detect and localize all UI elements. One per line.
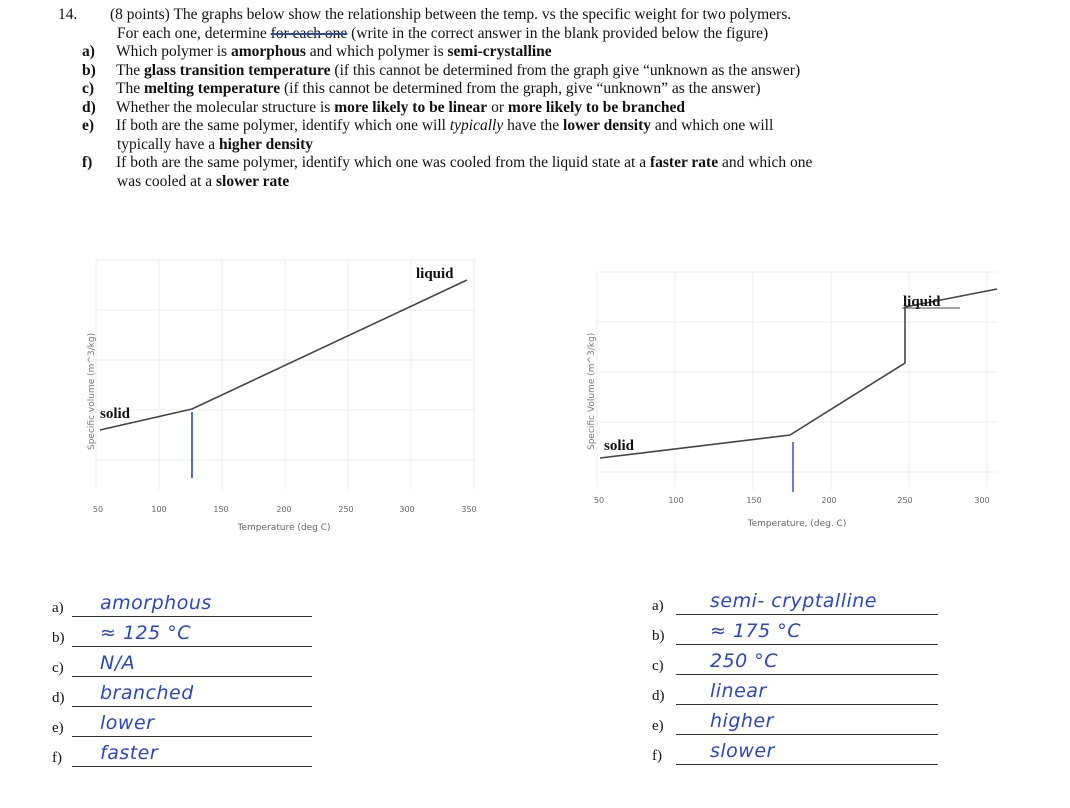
item-label: e) [82, 117, 95, 134]
tick-label: 300 [974, 496, 990, 505]
item-text: If both are the same polymer, identify which one was cooled from the liquid state at a [116, 154, 650, 171]
answer-label: e) [652, 718, 664, 734]
answer-blank[interactable] [676, 674, 938, 675]
answer-blank[interactable] [676, 704, 938, 705]
answer-blank[interactable] [72, 736, 312, 737]
tick-label: 150 [746, 496, 762, 505]
answer-blank[interactable] [676, 614, 938, 615]
tick-label: 150 [213, 505, 229, 514]
item-text: The [116, 80, 144, 97]
x-axis-label: Temperature, (deg. C) [747, 519, 847, 529]
item-label: c) [82, 80, 95, 97]
label-solid: solid [604, 438, 635, 454]
handwritten-answer: semi- cryptalline [710, 590, 877, 612]
tick-label: 350 [461, 505, 477, 514]
label-solid: solid [100, 406, 131, 422]
handwritten-answer: ≈ 125 °C [100, 622, 192, 644]
answer-label: a) [52, 600, 64, 616]
item-text: Whether the molecular structure is [116, 98, 335, 116]
handwritten-answer: N/A [100, 652, 136, 674]
question-item [58, 173, 1058, 192]
answer-label: a) [652, 598, 664, 614]
question-block [58, 6, 1058, 191]
question-item [58, 80, 1058, 99]
answer-label: c) [52, 660, 64, 676]
question-item [58, 62, 1058, 81]
item-text: more likely to be branched [507, 98, 685, 116]
question-line-2b: (write in the correct answer in the blank provided below the figure) [347, 24, 769, 42]
tick-label: 100 [668, 496, 684, 505]
question-intro: (8 points) The graphs below show the relationship between the temp. vs the specific weight for two polymers. [110, 6, 792, 23]
item-text: melting temperature [143, 80, 281, 97]
handwritten-answer: slower [710, 740, 775, 762]
handwritten-answer: 250 °C [710, 650, 779, 672]
tick-label: 300 [399, 505, 415, 514]
answer-label: d) [52, 690, 65, 706]
question-items [58, 43, 1058, 191]
item-text: higher density [219, 135, 314, 153]
item-text: and which polymer is [305, 43, 448, 60]
handwritten-answer: faster [100, 742, 159, 764]
handwritten-answer: higher [710, 710, 774, 732]
answer-blank[interactable] [72, 646, 312, 647]
tick-label: 50 [92, 505, 104, 514]
x-axis-label: Temperature (deg C) [237, 523, 331, 533]
item-text: (if this cannot be determined from the graph give “unknown as the answer) [330, 61, 801, 79]
item-text: was cooled at a [117, 172, 216, 190]
question-line-1 [58, 6, 1058, 25]
handwritten-answer: lower [100, 712, 155, 734]
item-text: and which one will [651, 117, 774, 134]
question-item [58, 154, 1058, 173]
answer-label: d) [652, 688, 665, 704]
answer-label: b) [652, 628, 665, 644]
item-label: b) [82, 61, 96, 79]
question-line-2a: For each one, determine [117, 24, 271, 42]
item-text: have the [503, 117, 564, 134]
question-item [58, 117, 1058, 136]
tick-label: 50 [593, 496, 605, 505]
tick-label: 250 [338, 505, 354, 514]
question-item [58, 99, 1058, 118]
y-axis-label: Specific volume (m^3/kg) [87, 332, 97, 450]
answer-label: b) [52, 630, 65, 646]
item-text: glass transition temperature [143, 61, 331, 79]
y-axis-label: Specific Volume (m^3/kg) [587, 332, 597, 450]
question-item [58, 43, 1058, 62]
tick-label: 100 [151, 505, 167, 514]
answer-blank[interactable] [72, 766, 312, 767]
question-line-2 [58, 25, 1058, 44]
answer-label: e) [52, 720, 64, 736]
item-text: typically have a [117, 135, 219, 153]
item-text: more likely to be linear [334, 98, 488, 116]
answer-blank[interactable] [676, 734, 938, 735]
label-liquid: liquid [903, 294, 941, 310]
tick-label: 250 [897, 496, 913, 505]
item-label: a) [82, 43, 95, 60]
handwritten-answer: linear [710, 680, 767, 702]
answer-blank[interactable] [72, 676, 312, 677]
answer-blank[interactable] [72, 706, 312, 707]
item-text: or [487, 98, 508, 116]
item-text: Which polymer is [116, 43, 231, 60]
item-text: semi-crystalline [447, 43, 552, 60]
item-text: If both are the same polymer, identify which one will [116, 117, 450, 134]
graph-semicrystalline [572, 262, 1002, 552]
item-text: slower rate [216, 172, 290, 190]
item-text: The [116, 61, 144, 79]
handwritten-answer: amorphous [100, 592, 212, 614]
item-text: amorphous [230, 43, 306, 60]
tick-label: 200 [276, 505, 292, 514]
item-label: f) [82, 154, 93, 171]
answer-blank[interactable] [676, 644, 938, 645]
item-text: and which one [718, 154, 813, 171]
answer-blank[interactable] [72, 616, 312, 617]
label-liquid: liquid [416, 266, 454, 282]
tick-label: 200 [821, 496, 837, 505]
handwritten-answer: ≈ 175 °C [710, 620, 802, 642]
answer-blank[interactable] [676, 764, 938, 765]
item-label: d) [82, 98, 96, 116]
answer-label: f) [652, 748, 662, 764]
item-text: lower density [563, 117, 652, 134]
handwritten-answer: branched [100, 682, 194, 704]
graph-amorphous [66, 250, 491, 550]
answer-label: f) [52, 750, 62, 766]
item-text: typically [449, 117, 504, 134]
answer-label: c) [652, 658, 664, 674]
question-number: 14. [58, 6, 78, 23]
question-item [58, 136, 1058, 155]
struck-text: for each one [270, 24, 348, 42]
item-text: faster rate [649, 154, 719, 171]
item-text: (if this cannot be determined from the graph, give “unknown” as the answer) [280, 80, 761, 97]
